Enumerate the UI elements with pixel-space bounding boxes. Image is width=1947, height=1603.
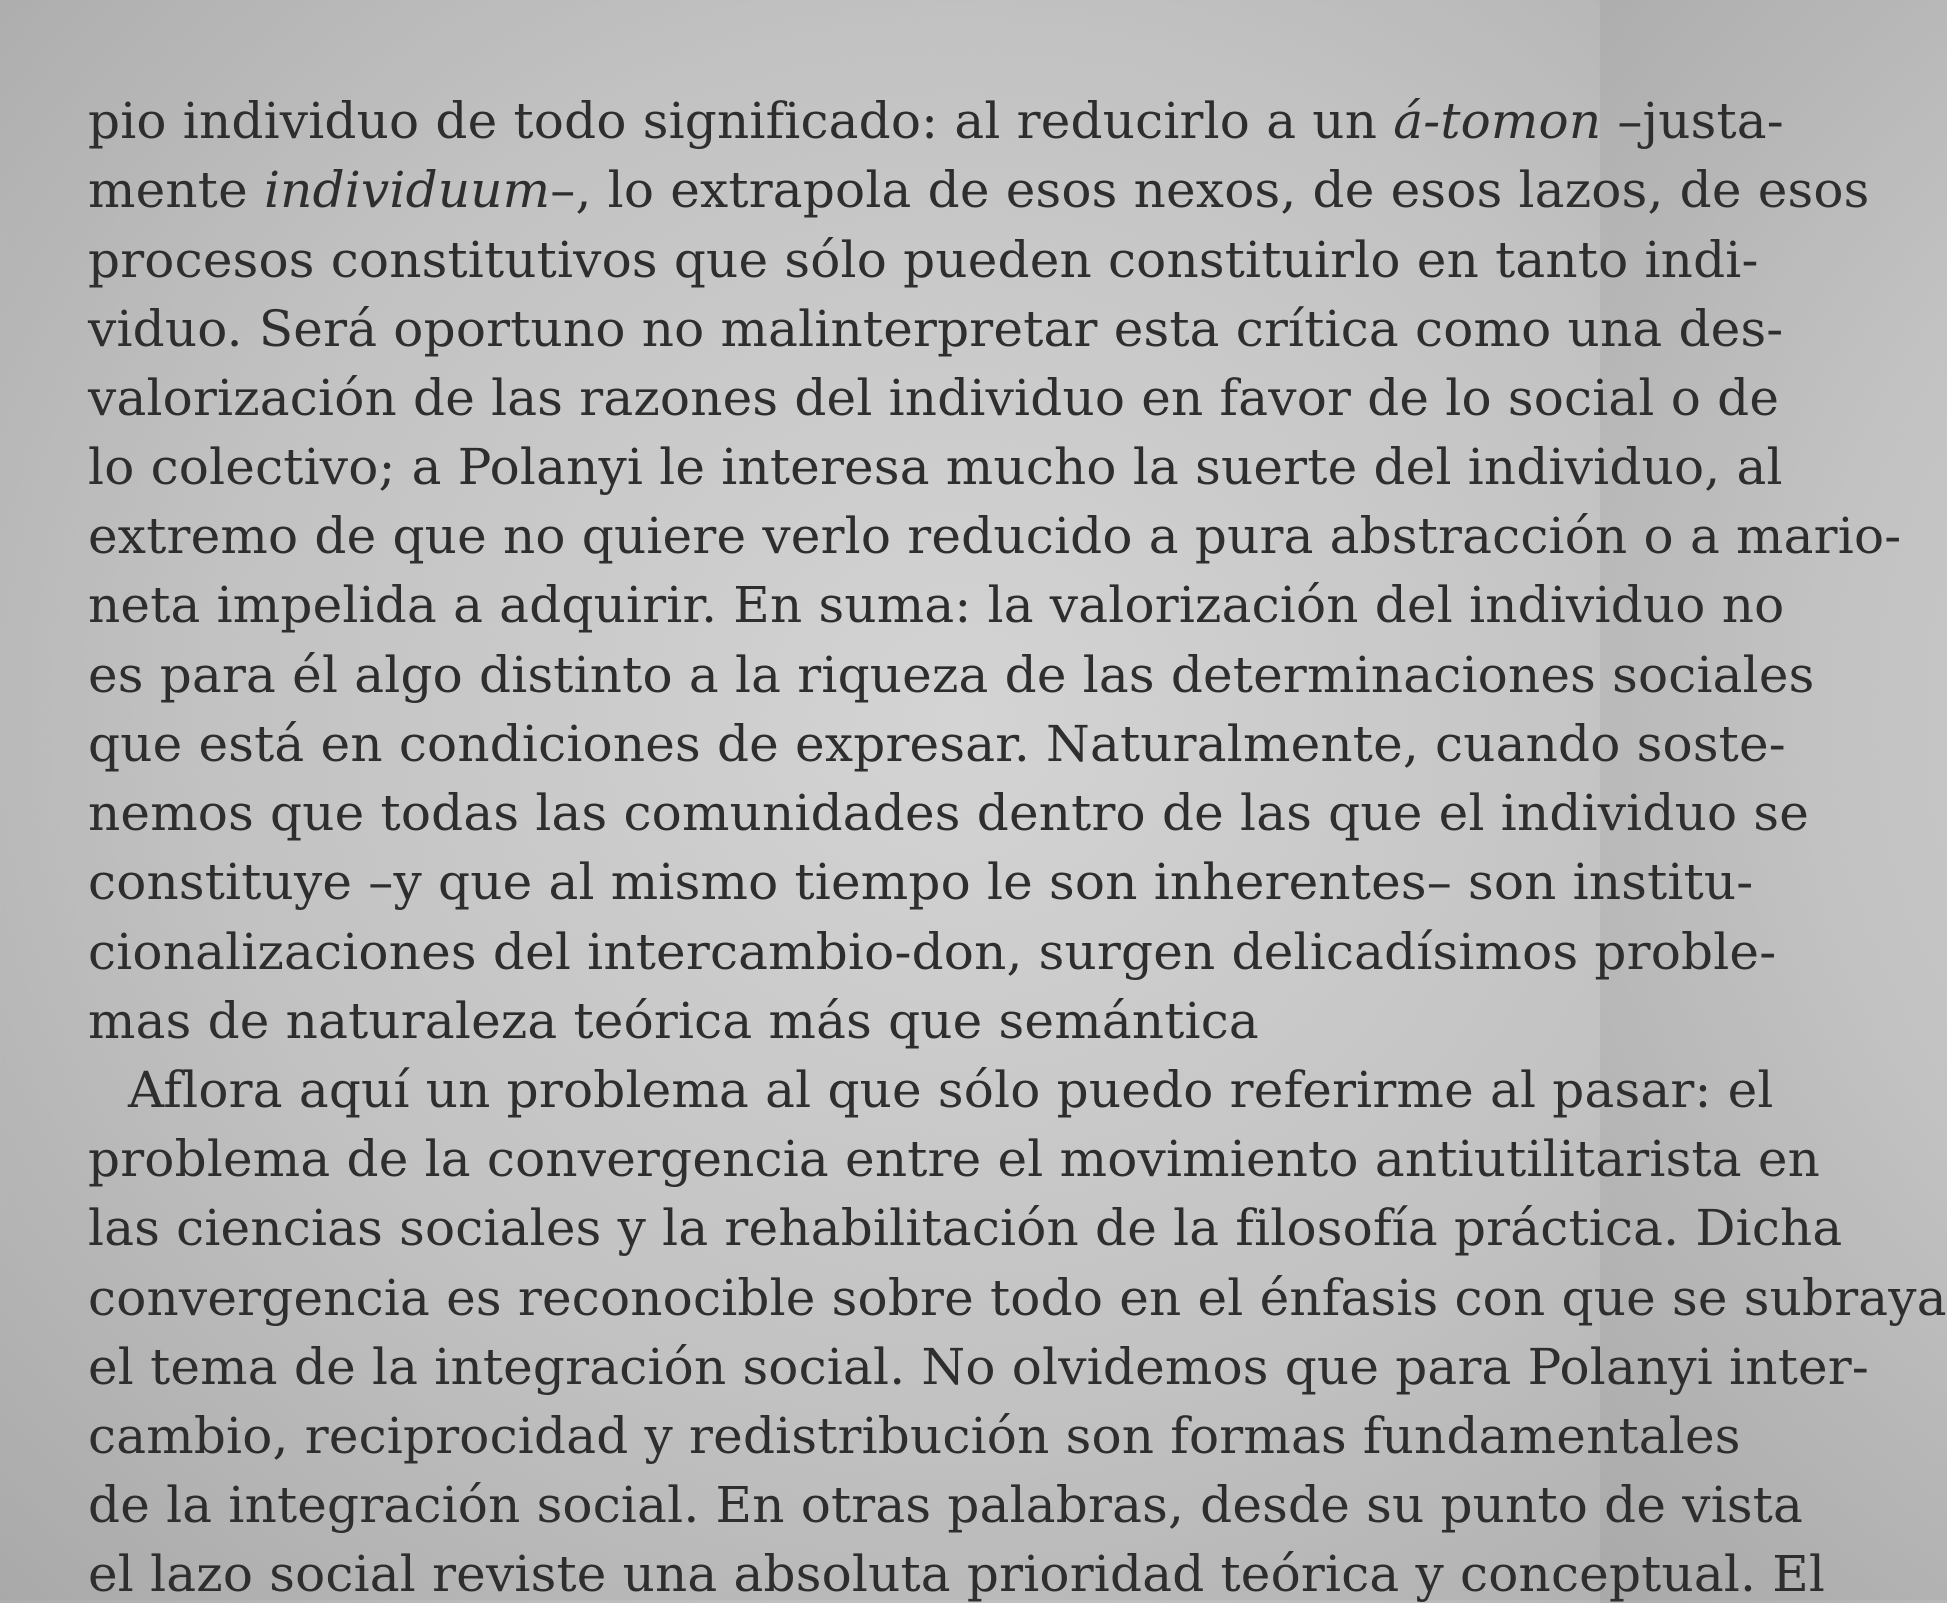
text-segment: –justa- (1601, 92, 1784, 150)
text-line: convergencia es reconocible sobre todo en el énfasis con que se subraya (88, 1269, 1947, 1327)
text-line: extremo de que no quiere verlo reducido a pura abstracción o a mario- (88, 507, 1902, 565)
italic-term: individuum (263, 161, 551, 219)
text-line (88, 92, 1784, 150)
text-line: valorización de las razones del individuo en favor de lo social o de (88, 369, 1780, 427)
text-line: las ciencias sociales y la rehabilitación de la filosofía práctica. Dicha (88, 1199, 1843, 1257)
text-line: cionalizaciones del intercambio-don, surgen delicadísimos proble- (88, 923, 1777, 981)
text-line (88, 161, 1870, 219)
text-line: viduo. Será oportuno no malinterpretar esta crítica como una des- (88, 300, 1784, 358)
text-line: lo colectivo; a Polanyi le interesa mucho la suerte del individuo, al (88, 438, 1783, 496)
text-line: que está en condiciones de expresar. Naturalmente, cuando soste- (88, 715, 1786, 773)
text-line: el lazo social reviste una absoluta prioridad teórica y conceptual. El (88, 1545, 1826, 1603)
text-segment: mente (88, 161, 264, 219)
text-segment: pio individuo de todo significado: al reducirlo a un (88, 92, 1394, 150)
text-line: cambio, reciprocidad y redistribución son formas fundamentales (88, 1407, 1741, 1465)
text-line: nemos que todas las comunidades dentro de las que el individuo se (88, 784, 1810, 842)
text-line: problema de la convergencia entre el movimiento antiutilitarista en (88, 1130, 1821, 1188)
text-line: de la integración social. En otras palabras, desde su punto de vista (88, 1476, 1804, 1534)
text-line: neta impelida a adquirir. En suma: la valorización del individuo no (88, 576, 1785, 634)
text-line: procesos constitutivos que sólo pueden constituirlo en tanto indi- (88, 231, 1759, 289)
text-line: es para él algo distinto a la riqueza de las determinaciones sociales (88, 646, 1815, 704)
text-line: el tema de la integración social. No olvidemos que para Polanyi inter- (88, 1338, 1869, 1396)
text-line: mas de naturaleza teórica más que semántica (88, 992, 1259, 1050)
text-line: Aflora aquí un problema al que sólo puedo referirme al pasar: el (128, 1061, 1774, 1119)
text-segment: –, lo extrapola de esos nexos, de esos lazos, de esos (550, 161, 1870, 219)
italic-term: á-tomon (1393, 92, 1602, 150)
text-line: constituye –y que al mismo tiempo le son inherentes– son institu- (88, 853, 1754, 911)
